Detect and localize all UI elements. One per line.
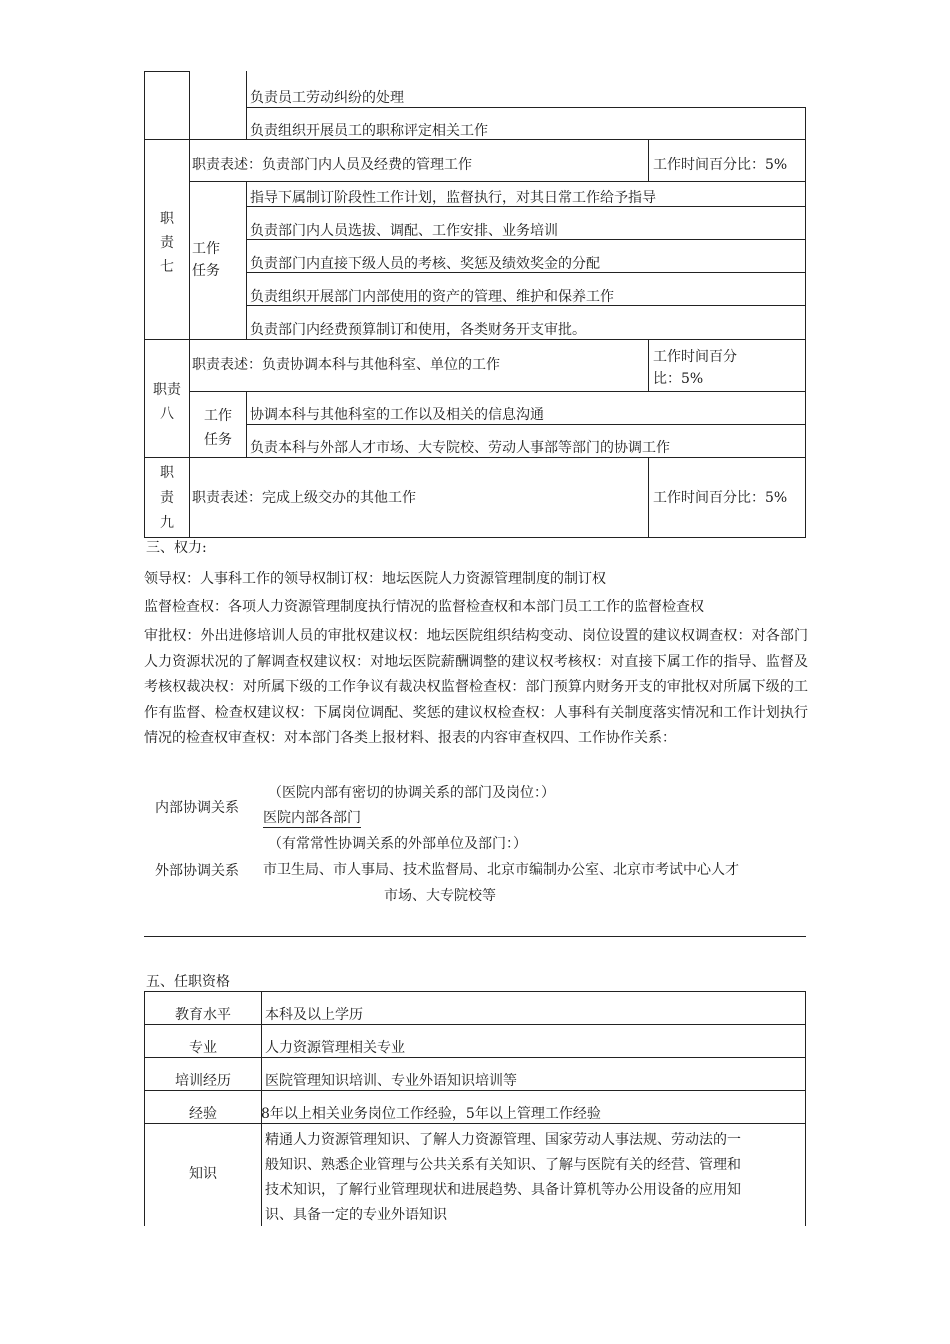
knowledge-label: 知识 (189, 1166, 217, 1182)
external-coop-label: 外部协调关系 (155, 863, 239, 879)
duty8-time-percent: 工作时间百分 比：5% (653, 349, 737, 387)
external-coop-note: （有常常性协调关系的外部单位及部门：） (268, 836, 527, 852)
duty7-label: 职 责 七 (160, 211, 174, 275)
qual-value: 人力资源管理相关专业 (265, 1040, 405, 1056)
qual-label: 培训经历 (175, 1073, 231, 1089)
task-cell: 协调本科与其他科室的工作以及相关的信息沟通 (250, 407, 544, 423)
task-cell: 负责部门内经费预算制订和使用，各类财务开支审批。 (250, 322, 586, 338)
qual-value: 8年以上相关业务岗位工作经验，5年以上管理工作经验 (261, 1106, 601, 1122)
task-cell: 负责组织开展员工的职称评定相关工作 (250, 123, 488, 139)
qualification-heading: 五、任职资格 (146, 974, 230, 990)
qual-label: 专业 (189, 1040, 217, 1056)
qual-label: 经验 (189, 1106, 217, 1122)
task-cell: 负责部门内直接下级人员的考核、奖惩及绩效奖金的分配 (250, 256, 600, 272)
qual-value: 医院管理知识培训、专业外语知识培训等 (265, 1073, 517, 1089)
power-line: 监督检查权：各项人力资源管理制度执行情况的监督检查权和本部门员工工作的监督检查权 (144, 599, 704, 615)
internal-coop-note: （医院内部有密切的协调关系的部门及岗位：） (268, 785, 555, 801)
task-cell: 指导下属制订阶段性工作计划，监督执行，对其日常工作给予指导 (250, 190, 656, 206)
duty7-statement: 职责表述：负责部门内人员及经费的管理工作 (192, 157, 472, 173)
qual-label: 教育水平 (175, 1007, 231, 1023)
task-cell: 负责本科与外部人才市场、大专院校、劳动人事部等部门的协调工作 (250, 440, 670, 456)
duty9-label: 职 责 九 (160, 465, 174, 531)
external-coop-value: 市场、大专院校等 (384, 888, 496, 904)
task-cell: 负责员工劳动纠纷的处理 (250, 90, 404, 106)
knowledge-value: 精通人力资源管理知识、了解人力资源管理、国家劳动人事法规、劳动法的一 般知识、熟悉企业管理与公共关系有关知识、了解与医院有关的经营、管理和 技术知识，了解行业管理现状和进展趋势、具备计算机等办公用设备的应用知 识、具备一定的专业外语知识 (265, 1132, 741, 1223)
duty7-time-percent: 工作时间百分比：5% (653, 157, 788, 173)
internal-coop-value: 医院内部各部门 (263, 810, 361, 826)
duty8-statement: 职责表述：负责协调本科与其他科室、单位的工作 (192, 357, 500, 373)
internal-coop-label: 内部协调关系 (155, 800, 239, 816)
power-line: 领导权：人事科工作的领导权制订权：地坛医院人力资源管理制度的制订权 (144, 571, 606, 587)
duty8-task-label: 工作 任务 (204, 408, 232, 448)
duty7-task-label: 工作 任务 (192, 241, 220, 279)
duty9-statement: 职责表述：完成上级交办的其他工作 (192, 490, 416, 506)
power-heading: 三、权力: (146, 540, 207, 556)
qual-value: 本科及以上学历 (265, 1007, 363, 1023)
duty8-label: 职责 八 (153, 382, 181, 422)
task-cell: 负责组织开展部门内部使用的资产的管理、维护和保养工作 (250, 289, 614, 305)
power-paragraph: 审批权：外出进修培训人员的审批权建议权：地坛医院组织结构变动、岗位设置的建议权调查权：对各部门人力资源状况的了解调查权建议权：对地坛医院薪酬调整的建议权考核权：对直接下属工作的指导、监督及考核权裁决权：对所属下级的工作争议有裁决权监督检查权：部门预算内财务开支的审批权对所属下级的工作有监督、检查权建议权：下属岗位调配、奖惩的建议权检查权：人事科有关制度落实情况和工作计划执行情况的检查权审查权：对本部门各类上报材料、报表的内容审查权四、工作协作关系： (144, 628, 808, 746)
duty9-time-percent: 工作时间百分比：5% (653, 490, 788, 506)
external-coop-value: 市卫生局、市人事局、技术监督局、北京市编制办公室、北京市考试中心人才 (263, 862, 739, 878)
task-cell: 负责部门内人员选拔、调配、工作安排、业务培训 (250, 223, 558, 239)
section-divider (144, 936, 806, 937)
